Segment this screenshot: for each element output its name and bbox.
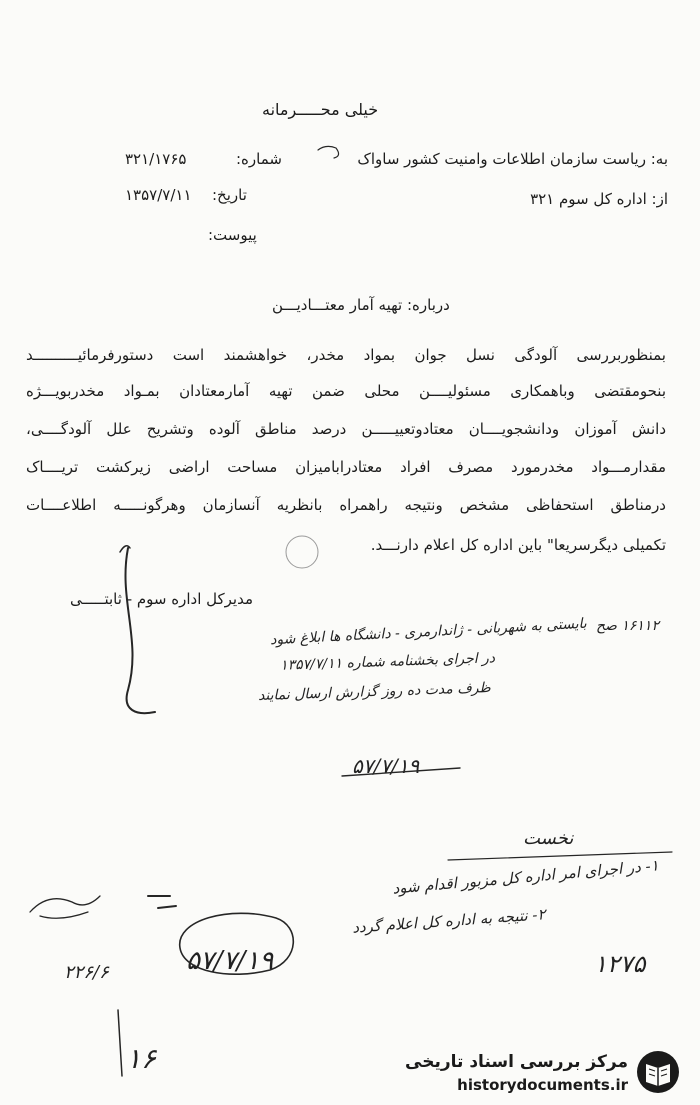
body-line-1: بمنظوربررسی آلودگی نسل جوان بمواد مخدر، خواهشمند است دستورفرمائیــــــــــد xyxy=(26,346,666,364)
lower-underline xyxy=(448,852,672,860)
vertical-tick xyxy=(118,1010,122,1076)
book-logo-icon xyxy=(636,1050,680,1094)
date-value: ۱۳۵۷/۷/۱۱ xyxy=(125,186,192,204)
dash-mark-2 xyxy=(158,906,176,908)
watermark-title: مرکز بررسی اسناد تاریخی xyxy=(405,1052,628,1072)
recipient-line: به: ریاست سازمان اطلاعات وامنیت کشور ساواک xyxy=(357,150,668,168)
handwritten-note-3: ظرف مدت ده روز گزارش ارسال نمایند xyxy=(257,679,491,705)
number-label: شماره: xyxy=(236,150,282,168)
body-line-6: تکمیلی دیگرسریعا" باین اداره کل اعلام دارنـــد. xyxy=(370,536,666,554)
handwritten-note-4: نخست xyxy=(523,828,574,849)
attachment-label: پیوست: xyxy=(208,226,257,244)
body-line-3: دانش آموزان ودانشجویــــان معتادوتعییـــــن درصد مناطق آلوده وتشریح علل آلودگــــی، xyxy=(26,420,666,438)
handwritten-number: ۱۲۷۵ xyxy=(594,950,646,978)
handwritten-date-2: ۵۷/۷/۱۹ xyxy=(186,946,274,976)
director-signature xyxy=(125,548,155,713)
handwritten-note-2: در اجرای بخشنامه شماره ۱۳۵۷/۷/۱۱ xyxy=(279,650,496,674)
date-label: تاریخ: xyxy=(212,186,247,204)
date-underline-1 xyxy=(342,768,460,776)
date-circle xyxy=(180,913,294,974)
classification-label: خیلی محـــــرمانه xyxy=(262,100,379,119)
subject-line: درباره: تهیه آمار معتـــادیـــن xyxy=(272,296,450,314)
watermark-logo xyxy=(636,1050,680,1094)
signature-block: مدیرکل اداره سوم - ثابتـــــی xyxy=(70,590,253,608)
handwritten-note-1: بایستی به شهربانی - ژاندارمری - دانشگاه ها ابلاغ شود xyxy=(269,615,588,649)
handwritten-note-6: ۲- نتیجه به اداره کل اعلام گردد xyxy=(351,905,547,937)
handwritten-note-5: ۱- در اجرای امر اداره کل مزبور اقدام شود xyxy=(391,856,660,898)
lower-left-mark-1: ۲۲۶/۶ xyxy=(64,962,109,983)
handwritten-date-1: ۵۷/۷/۱۹ xyxy=(352,754,420,778)
watermark-url: historydocuments.ir xyxy=(457,1076,628,1094)
sender-line: از: اداره کل سوم ۳۲۱ xyxy=(530,190,668,208)
margin-note-left: ۱۶۱۱۲ صح xyxy=(596,618,659,634)
body-line-2: بنحومقتضی وباهمکاری مسئولیــــن محلی ضمن تهیه آمارمعتادان بمـواد مخدربویـــژه xyxy=(26,382,666,400)
number-value: ۳۲۱/۱۷۶۵ xyxy=(125,150,187,168)
body-line-5: درمناطق استحفاظی مشخص ونتیجه راهمراه بانظریه آنسازمان وهرگونـــــه اطلاعــــات xyxy=(26,496,666,514)
faint-stamp xyxy=(286,536,318,568)
left-signature xyxy=(30,896,100,918)
lower-left-mark-2: ۱۶ xyxy=(126,1042,157,1075)
body-line-4: مقدارمـــواد مخدرمورد مصرف افراد معتادراباميزان مساحت اراضی زیرکشت تریــــاک xyxy=(26,458,666,476)
header-signature-flourish xyxy=(318,146,339,158)
